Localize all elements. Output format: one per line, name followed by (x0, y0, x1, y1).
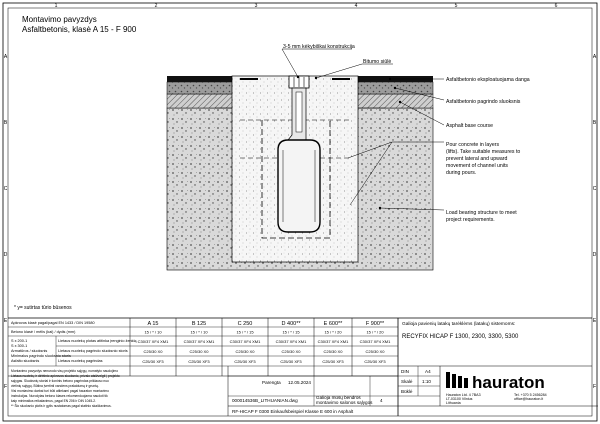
note-2: Lietaus nuotekų ir dirbtinio apkrovos sluoksnio, privalo atsižvelgti į projekto (11, 374, 120, 378)
r5-e600: C25/30 XF3 (322, 359, 344, 364)
address-3: Lithuania (446, 401, 461, 405)
r3-e600: C30/37 XF4 XM1 (317, 339, 349, 344)
callout-asphalt-base-en: Asphalt base course (446, 123, 494, 129)
r5-b125: C25/30 XF3 (188, 359, 210, 364)
din-value: A4 (425, 369, 431, 374)
note-1: Montavimo pavyzdys nenurodo visų projekto sąlygų, numatyto naudojimo (11, 369, 119, 373)
callout-joint: 3-5 mm kėkybiškai konstrukcija (283, 44, 355, 50)
note-3: sąlygas. Sluoksnių storiai ir šoninis betono pagrindas priklauso nuo (11, 379, 109, 383)
grid-letter-e-right: E (592, 318, 597, 324)
callout-pour-5: during pours. (446, 170, 477, 176)
callout-pour-3: prevent lateral and upward (446, 156, 508, 162)
callout-pour-4: movement of channel units (446, 163, 508, 169)
callout-asphalt-base-lt: Asfaltbetonio pagrindo sluoksnis (446, 99, 521, 105)
callout-load-2: project requirements. (446, 217, 495, 223)
callout-pour-1: Pour concrete in layers (446, 142, 500, 148)
class-a15: A 15 (147, 321, 159, 327)
r2-b125: 15 / * / 10 (190, 329, 208, 335)
grid-number-6: 6 (554, 3, 558, 9)
r5-f900: C25/30 XF3 (364, 359, 386, 364)
drawing-desc-1: Galioja mūsų bendros (316, 395, 361, 400)
prepared-date: 12.05.2024 (288, 380, 311, 385)
grid-letter-b-right: B (592, 120, 597, 126)
r3-f900: C30/37 XF4 XM1 (359, 339, 391, 344)
grid-letter-d-right: D (592, 252, 597, 258)
grid-letter-d-left: D (3, 252, 8, 258)
drawing-file: 000014536B_LITHUANIAN.dwg (232, 398, 298, 403)
callout-pour-2: (lifts). Take suitable measures to (446, 149, 521, 155)
grid-letter-e-left: E (3, 318, 8, 324)
scale-label: Skalė (401, 379, 413, 384)
address-2: LT-03100 Vilnius (446, 397, 473, 401)
r4-c250: C25/30 X0 (235, 349, 255, 354)
din-label: DIN (401, 369, 409, 374)
drawing-title: Montavimo pavyzdys (22, 15, 97, 24)
r4-b125: C25/30 X0 (189, 349, 209, 354)
note-6: instrukcijas. Nurodytas betono klases rekomenduojama naudoti tik (11, 394, 108, 398)
class-f900: F 900** (365, 321, 385, 327)
note-8: ** Šio sluoksnio plotis ir gylis nustatomas pagal statinio skaičiavimus. (11, 404, 112, 408)
left-code-2: S x 300-1 (11, 344, 28, 348)
class-c250: C 250 (237, 321, 253, 327)
r5-a15: C25/30 XF3 (142, 359, 164, 364)
class-d400: D 400** (281, 321, 301, 327)
callout-asphalt-top: Asfaltbetonio eksploatuojama danga (446, 77, 530, 83)
scale-value: 1:10 (422, 379, 431, 384)
grid-letter-c-right: C (592, 186, 597, 192)
grid-number-2: 2 (154, 3, 158, 9)
grid-letter-c-left: C (3, 186, 8, 192)
r2-a15: 15 / * / 10 (144, 329, 162, 335)
title-block (8, 318, 598, 416)
note-4: vietinių sąlygų. Būtina įvertinti vandens pralaidumą ir gruntą. (11, 384, 99, 388)
drawing-desc-2: montavimo salonos sąlygos (316, 400, 373, 405)
row3-label: Armatūros / sluoksnis (11, 349, 48, 353)
compat-label: Galioja pavienių latakų tarėklėms (latakų) sistemoms: (402, 322, 516, 327)
r5-c250: C25/30 XF3 (234, 359, 256, 364)
grid-number-4: 4 (354, 3, 358, 9)
table-row2-label: Betono klasė / mėlis (kai) / dydis (mm) (11, 330, 76, 334)
r2-e600: 15 / * / 20 (324, 329, 342, 335)
grid-number-1: 1 (54, 3, 58, 9)
r4-d400: C25/30 X0 (281, 349, 301, 354)
r3-b125: C30/37 XF4 XM1 (183, 339, 215, 344)
email: office@hauraton.lt (514, 397, 544, 401)
footnote: * y= sutirtas tūrio būsenos (14, 305, 72, 311)
drawing-number: 4 (380, 398, 383, 403)
r4-f900: C25/30 X0 (365, 349, 385, 354)
r2-d400: 15 / * / 15 (282, 329, 300, 335)
sub-label-1: Lietaus nuotekų plotas atitinka įrenginio ženklą (58, 339, 137, 343)
address-1: Hauraton Ltd. 4 7BA3 (446, 393, 481, 397)
grid-letter-a-right: A (592, 54, 597, 60)
r2-c250: 15 / * / 15 (236, 329, 254, 335)
drawing-subtitle: Asfaltbetonis, klasė A 15 - F 900 (22, 25, 137, 34)
sub-label-2: Lietaus nuotekų pagrindo sluoksnio storis (58, 349, 128, 353)
row5-label: Asfalto sluoksnis (11, 359, 40, 363)
channel-body (278, 140, 320, 232)
note-7: kaip minimalius reikalavimus, pagal EN 206 ir DIN 1045-2. (11, 399, 97, 403)
r3-c250: C30/37 XF4 XM1 (229, 339, 261, 344)
hauraton-logo (446, 372, 545, 392)
grid-letter-f-right: F (592, 384, 597, 390)
sub-label-3: Lietaus nuotekų pagrindas (58, 359, 103, 363)
grid-number-3: 3 (254, 3, 258, 9)
r5-d400: C25/30 XF3 (280, 359, 302, 364)
grid-letter-f-left: F (3, 384, 8, 390)
product-name: RECYFIX HICAP F 1300, 2300, 3300, 5300 (402, 334, 519, 340)
phone: Tel. +370 5 2456284 (514, 393, 547, 397)
row4-label: Minimalus pagrindo sluoksnio storis (11, 354, 71, 358)
grid-letter-a-left: A (3, 54, 8, 60)
brand-name: hauraton (472, 373, 545, 392)
edition-label: Būklė (401, 389, 413, 394)
note-5: Visi montavimo darbai turi būti atliekami pagal hauraton montavimo (11, 389, 109, 393)
grid-letter-b-left: B (3, 120, 8, 126)
grid-number-5: 5 (454, 3, 458, 9)
class-e600: E 600** (323, 321, 343, 327)
footer-code: RF-HICAP F 0300 Einkaufsbeispiel Klasse E 600 in Asphalt (232, 409, 354, 414)
r3-d400: C30/37 XF4 XM1 (275, 339, 307, 344)
parengta-label: Parengta (262, 380, 281, 385)
r3-a15: C30/37 XF4 XM1 (137, 339, 169, 344)
r2-f900: 15 / * / 20 (366, 329, 384, 335)
callout-load-1: Load bearing structure to meet (446, 210, 517, 216)
left-code-1: S x 200-1 (11, 339, 28, 343)
r4-a15: C25/30 X0 (143, 349, 163, 354)
callout-bitumen: Bitumo siūlė (363, 59, 392, 65)
table-header-label: Apkrovos klasė pagal/pagal EN 1433 / DIN 19580 (11, 321, 95, 325)
cross-section (167, 76, 433, 270)
r4-e600: C25/30 X0 (323, 349, 343, 354)
logo-mark-icon (446, 372, 468, 388)
class-b125: B 125 (191, 321, 207, 327)
